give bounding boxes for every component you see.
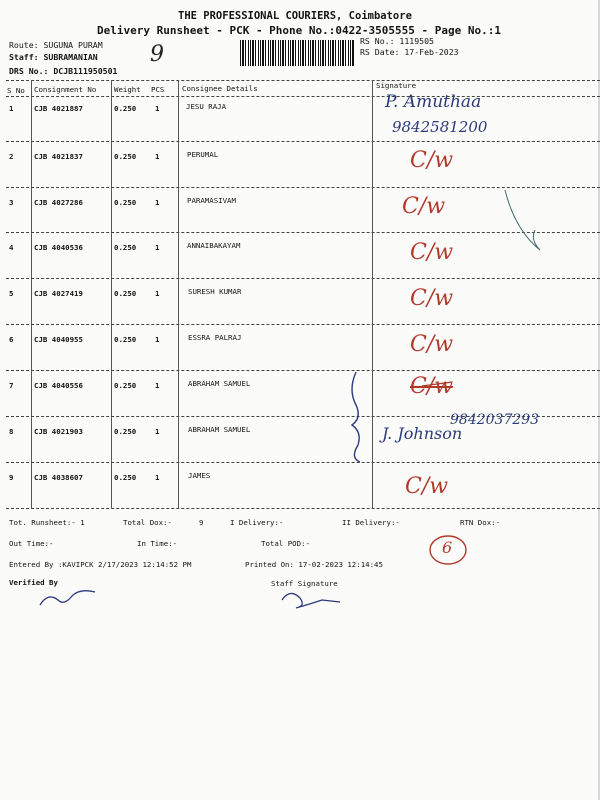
drs-number: DRS No.: DCJB111950501 xyxy=(9,66,118,76)
row-consignment: CJB 4038607 xyxy=(34,473,83,482)
col-header-consignee: Consignee Details xyxy=(182,84,258,93)
printed-on: Printed On: 17-02-2023 12:14:45 xyxy=(245,560,383,569)
rtn-dox: RTN Dox:- xyxy=(460,518,501,527)
row-signature: C/w xyxy=(405,474,449,499)
row-divider xyxy=(6,462,600,463)
row-consignee: PARAMASIVAM xyxy=(187,196,236,205)
staff-signature-label: Staff Signature xyxy=(271,579,338,588)
total-dox-label: Total Dox:- xyxy=(123,518,172,527)
row-sno: 8 xyxy=(9,427,14,436)
row-consignment: CJB 4040536 xyxy=(34,243,83,252)
row-consignee: JAMES xyxy=(188,471,211,480)
row-weight: 0.250 xyxy=(114,381,137,390)
row-consignee: ESSRA PALRAJ xyxy=(188,333,242,342)
row-signature: C/w xyxy=(410,332,454,357)
rs-date: RS Date: 17-Feb-2023 xyxy=(360,47,459,57)
row-sno: 3 xyxy=(9,198,14,207)
row-weight: 0.250 xyxy=(114,335,137,344)
row-weight: 0.250 xyxy=(114,289,137,298)
row-consignment: CJB 4027419 xyxy=(34,289,83,298)
row-consignment: CJB 4021837 xyxy=(34,152,83,161)
row-weight: 0.250 xyxy=(114,198,137,207)
rs-number: RS No.: 1119505 xyxy=(360,36,434,46)
runsheet-title: Delivery Runsheet - PCK - Phone No.:0422-3505555 - Page No.:1 xyxy=(97,24,501,37)
total-dox-value: 9 xyxy=(199,518,204,527)
row-signature: C/w xyxy=(410,148,454,173)
row-divider xyxy=(6,370,600,371)
row-weight: 0.250 xyxy=(114,427,137,436)
col-header-weight: Weight xyxy=(114,85,141,94)
row-pcs: 1 xyxy=(155,381,160,390)
row-pcs: 1 xyxy=(155,335,160,344)
row-sno: 1 xyxy=(9,104,14,113)
row-pcs: 1 xyxy=(155,104,160,113)
total-runsheet: Tot. Runsheet:- 1 xyxy=(9,518,85,527)
row-sno: 4 xyxy=(9,243,14,252)
row-consignment: CJB 4027286 xyxy=(34,198,83,207)
row-signature: J. Johnson xyxy=(382,424,463,443)
row-consignment: CJB 4040955 xyxy=(34,335,83,344)
row-weight: 0.250 xyxy=(114,104,137,113)
table-top-rule xyxy=(6,80,600,81)
route-label: Route: SUGUNA PURAM xyxy=(9,40,103,50)
row-sno: 7 xyxy=(9,381,14,390)
handwritten-count: 9 xyxy=(150,42,164,67)
row-weight: 0.250 xyxy=(114,152,137,161)
i-delivery: I Delivery:- xyxy=(230,518,284,527)
row-signature: C/w xyxy=(410,374,454,399)
out-time: Out Time:- xyxy=(9,539,54,548)
row-pcs: 1 xyxy=(155,243,160,252)
row-consignee: ABRAHAM SAMUEL xyxy=(188,379,251,388)
in-time: In Time:- xyxy=(137,539,178,548)
row-divider xyxy=(6,324,600,325)
ii-delivery: II Delivery:- xyxy=(342,518,400,527)
row-sno: 5 xyxy=(9,289,14,298)
barcode xyxy=(240,40,354,66)
row-weight: 0.250 xyxy=(114,243,137,252)
table-header-rule xyxy=(6,96,600,97)
row-pcs: 1 xyxy=(155,427,160,436)
row-pcs: 1 xyxy=(155,152,160,161)
handwritten-pod: 6 xyxy=(442,538,453,557)
row-consignee: SURESH KUMAR xyxy=(188,287,242,296)
row-phone: 9842581200 xyxy=(392,118,488,136)
row-pcs: 1 xyxy=(155,289,160,298)
staff-label: Staff: SUBRAMANIAN xyxy=(9,52,98,62)
verified-by: Verified By xyxy=(9,578,58,587)
company-name: THE PROFESSIONAL COURIERS, Coimbatore xyxy=(178,10,412,22)
row-divider xyxy=(6,187,600,188)
col-header-signature: Signature xyxy=(376,81,417,90)
row-sno: 9 xyxy=(9,473,14,482)
row-consignee: PERUMAL xyxy=(187,150,219,159)
table-bottom-rule xyxy=(6,508,600,509)
row-pcs: 1 xyxy=(155,198,160,207)
col-header-consignment: Consignment No xyxy=(34,85,97,94)
row-signature: P. Amuthaa xyxy=(385,92,482,112)
col-rule-2 xyxy=(111,80,112,508)
row-divider xyxy=(6,141,600,142)
row-sno: 2 xyxy=(9,152,14,161)
row-consignment: CJB 4040556 xyxy=(34,381,83,390)
col-rule-3 xyxy=(178,80,179,508)
row-signature: C/w xyxy=(410,240,454,265)
col-header-sno: S No xyxy=(7,86,25,95)
row-weight: 0.250 xyxy=(114,473,137,482)
row-consignee: ABRAHAM SAMUEL xyxy=(188,425,251,434)
row-consignee: JESU RAJA xyxy=(186,102,227,111)
total-pod: Total POD:- xyxy=(261,539,310,548)
row-consignment: CJB 4021903 xyxy=(34,427,83,436)
row-consignee: ANNAIBAKAYAM xyxy=(187,241,241,250)
row-consignment: CJB 4021887 xyxy=(34,104,83,113)
col-rule-1 xyxy=(31,80,32,508)
col-rule-4 xyxy=(372,80,373,508)
entered-by: Entered By :KAVIPCK 2/17/2023 12:14:52 PM xyxy=(9,560,192,569)
row-phone: 9842037293 xyxy=(450,412,540,428)
row-divider xyxy=(6,232,600,233)
row-sno: 6 xyxy=(9,335,14,344)
row-pcs: 1 xyxy=(155,473,160,482)
row-divider xyxy=(6,278,600,279)
row-signature: C/w xyxy=(402,194,446,219)
col-header-pcs: PCS xyxy=(151,85,165,94)
row-signature: C/w xyxy=(410,286,454,311)
